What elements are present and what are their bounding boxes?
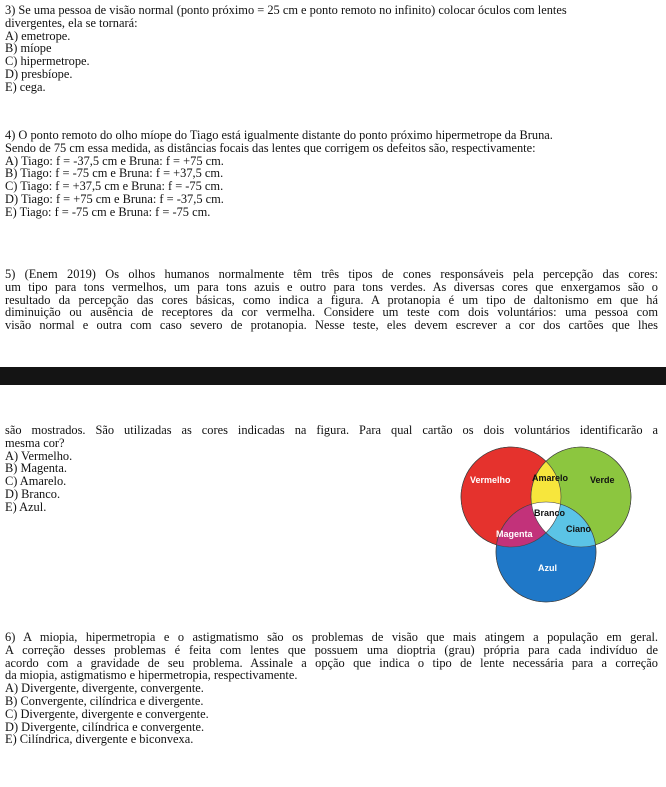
q4-option-a: A) Tiago: f = -37,5 cm e Bruna: f = +75 cm. bbox=[5, 153, 224, 168]
q5-cont-line-1: são mostrados. São utilizadas as cores indicadas na figura. Para qual cartão os dois voluntários identificarão a bbox=[5, 423, 658, 437]
q6-option-b: B) Convergente, cilíndrica e divergente. bbox=[5, 693, 204, 708]
q4-stem-line-1: 4) O ponto remoto do olho míope do Tiago está igualmente distante do ponto próximo hipermetrope da Bruna. bbox=[5, 128, 553, 142]
label-vermelho: Vermelho bbox=[470, 475, 511, 485]
q5-option-e: E) Azul. bbox=[5, 499, 47, 514]
color-venn-diagram bbox=[456, 445, 636, 605]
q3-option-e: E) cega. bbox=[5, 79, 46, 94]
label-ciano: Ciano bbox=[566, 524, 592, 534]
q5-cont-line-2: mesma cor? bbox=[5, 435, 65, 450]
q5-option-b: B) Magenta. bbox=[5, 461, 67, 476]
q6-option-a: A) Divergente, divergente, convergente. bbox=[5, 681, 204, 696]
q5-text-line-5: visão normal e outra com caso severo de protanopia. Nesse teste, eles devem escrever a cor dos cartões que lhes bbox=[5, 318, 658, 333]
q5-option-a: A) Vermelho. bbox=[5, 448, 73, 463]
page-break-band bbox=[0, 367, 666, 385]
q5-text-line-2: um tipo para tons vermelhos, um para tons azuis e outro para tons verdes. As diversas cores que enxergamos são o bbox=[5, 279, 658, 294]
question-4 bbox=[5, 129, 658, 219]
q3-option-c: C) hipermetrope. bbox=[5, 54, 90, 69]
q4-stem-line-2: Sendo de 75 cm essa medida, as distâncias focais das lentes que corrigem os defeitos são, respectivamente: bbox=[5, 140, 536, 155]
q6-option-d: D) Divergente, cilíndrica e convergente. bbox=[5, 719, 205, 734]
q5-text-line-1: 5) (Enem 2019) Os olhos humanos normalmente têm três tipos de cones responsáveis pela percepção das cores: bbox=[5, 267, 658, 281]
q3-option-d: D) presbíope. bbox=[5, 66, 73, 81]
question-5-part-1 bbox=[5, 268, 658, 332]
q5-option-c: C) Amarelo. bbox=[5, 474, 67, 489]
label-verde: Verde bbox=[590, 475, 615, 485]
q4-option-d: D) Tiago: f = +75 cm e Bruna: f = -37,5 cm. bbox=[5, 191, 224, 206]
q3-option-b: B) míope bbox=[5, 41, 52, 56]
label-azul: Azul bbox=[538, 563, 557, 573]
q4-option-e: E) Tiago: f = -75 cm e Bruna: f = -75 cm. bbox=[5, 204, 211, 219]
q5-option-d: D) Branco. bbox=[5, 486, 61, 501]
q6-option-c: C) Divergente, divergente e convergente. bbox=[5, 706, 209, 721]
q3-option-a: A) emetrope. bbox=[5, 28, 71, 43]
label-magenta: Magenta bbox=[496, 529, 533, 539]
q6-text-line-4: da miopia, astigmatismo e hipermetropia, respectivamente. bbox=[5, 668, 298, 683]
label-amarelo: Amarelo bbox=[532, 473, 569, 483]
q3-stem-line-1: 3) Se uma pessoa de visão normal (ponto próximo = 25 cm e ponto remoto no infinito) colocar óculos com lentes bbox=[5, 3, 567, 17]
q3-stem-line-2: divergentes, ela se tornará: bbox=[5, 15, 138, 30]
q6-option-e: E) Cilíndrica, divergente e biconvexa. bbox=[5, 732, 194, 747]
q6-text-line-1: 6) A miopia, hipermetropia e o astigmatismo são os problemas de visão que mais atingem a população em geral. bbox=[5, 630, 658, 644]
q5-text-line-4: diminuição ou ausência de receptores da cor vermelha. Considere um teste com dois voluntários: uma pessoa com bbox=[5, 305, 658, 320]
q6-text-line-3: acordo com a gravidade de seu problema. Assinale a opção que indica o tipo de lente necessária para a correção bbox=[5, 655, 658, 670]
q4-option-c: C) Tiago: f = +37,5 cm e Bruna: f = -75 cm. bbox=[5, 179, 224, 194]
q4-option-b: B) Tiago: f = -75 cm e Bruna: f = +37,5 cm. bbox=[5, 166, 224, 181]
question-6 bbox=[5, 631, 658, 746]
q5-text-line-3: resultado da percepção das cores básicas, como indica a figura. A protanopia é um tipo de daltonismo em que há bbox=[5, 292, 658, 307]
label-branco: Branco bbox=[534, 508, 566, 518]
question-3 bbox=[5, 4, 658, 94]
q6-text-line-2: A correção desses problemas é feita com lentes que possuem uma dioptria (grau) própria para cada indivíduo de bbox=[5, 642, 658, 657]
